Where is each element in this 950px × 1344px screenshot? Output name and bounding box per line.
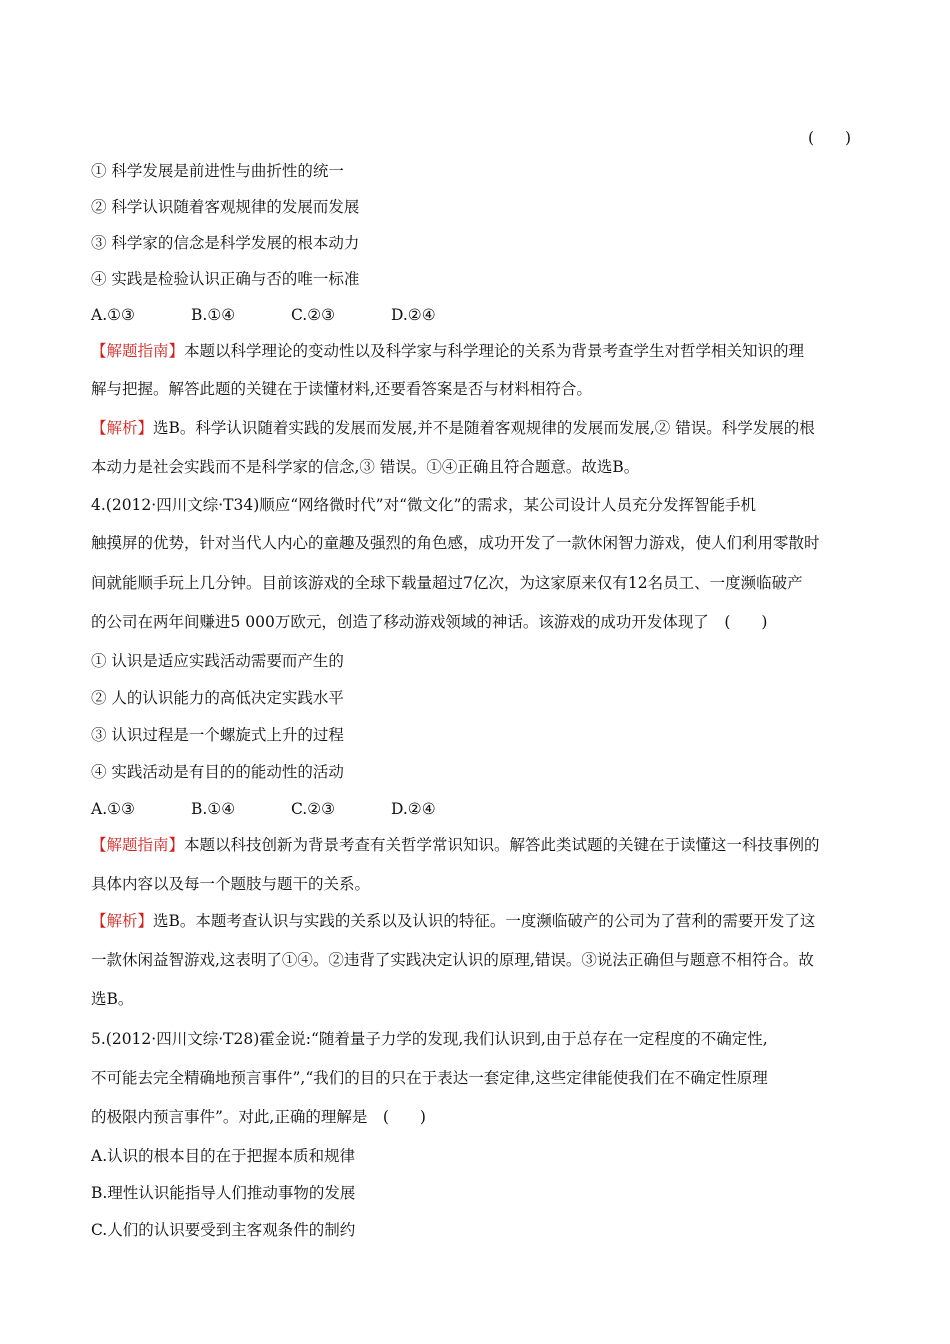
q3-option-b: B.①④ — [191, 306, 236, 324]
q5-option-b: B.理性认识能指导人们推动事物的发展 — [91, 1184, 356, 1202]
q4-options — [91, 798, 860, 820]
q4-guide-tag: 【解题指南】 — [91, 836, 185, 854]
q4-analysis-line-1 — [91, 910, 860, 932]
q5-stem-line-1: 5.(2012·四川文综·T28)霍金说:“随着量子力学的发现,我们认识到,由于总存在一定程度的不确定性, — [91, 1030, 768, 1048]
q3-answer-paren: ( ) — [808, 129, 852, 147]
q4-stem-line-4: 的公司在两年间赚进5 000万欧元，创造了移动游戏领域的神话。该游戏的成功开发体现了 ( ) — [91, 613, 768, 631]
q3-guide-line-2: 解与把握。解答此题的关键在于读懂材料,还要看答案是否与材料相符合。 — [91, 380, 592, 398]
q4-analysis-tag: 【解析】 — [91, 912, 154, 930]
q5-option-a: A.认识的根本目的在于把握本质和规律 — [91, 1147, 356, 1165]
q3-item-4: ④ 实践是检验认识正确与否的唯一标准 — [91, 270, 360, 288]
q3-analysis-line-1 — [91, 417, 860, 439]
q4-item-3: ③ 认识过程是一个螺旋式上升的过程 — [91, 726, 344, 744]
q3-item-1: ① 科学发展是前进性与曲折性的统一 — [91, 162, 344, 180]
q3-guide-text-1: 本题以科学理论的变动性以及科学家与科学理论的关系为背景考查学生对哲学相关知识的理 — [184, 342, 805, 360]
q4-guide-line-1 — [91, 834, 860, 856]
q4-item-2: ② 人的认识能力的高低决定实践水平 — [91, 689, 344, 707]
q3-option-a: A.①③ — [91, 306, 135, 324]
q3-options — [91, 304, 860, 326]
q3-item-3: ③ 科学家的信念是科学发展的根本动力 — [91, 234, 360, 252]
q4-analysis-line-2: 一款休闲益智游戏,这表明了①④。②违背了实践决定认识的原理,错误。③说法正确但与题意不相符合。故 — [91, 951, 814, 969]
q5-stem-line-2: 不可能去完全精确地预言事件”,“我们的目的只在于表达一套定律,这些定律能使我们在不确定性原理 — [91, 1069, 768, 1087]
q4-option-d: D.②④ — [391, 800, 436, 818]
q4-analysis-line-3: 选B。 — [91, 990, 134, 1008]
q4-item-1: ① 认识是适应实践活动需要而产生的 — [91, 652, 344, 670]
q3-guide-line-1 — [91, 340, 860, 362]
q3-analysis-line-2: 本动力是社会实践而不是科学家的信念,③ 错误。①④正确且符合题意。故选B。 — [91, 458, 640, 476]
q3-analysis-tag: 【解析】 — [91, 419, 154, 437]
q3-option-d: D.②④ — [391, 306, 436, 324]
q4-stem-line-2: 触摸屏的优势，针对当代人内心的童趣及强烈的角色感，成功开发了一款休闲智力游戏，使人们利用零散时 — [91, 534, 820, 552]
q4-guide-text-1: 本题以科技创新为背景考查有关哲学常识知识。解答此类试题的关键在于读懂这一科技事例的 — [184, 836, 820, 854]
q3-guide-tag: 【解题指南】 — [91, 342, 185, 360]
q3-item-2: ② 科学认识随着客观规律的发展而发展 — [91, 198, 360, 216]
q4-option-c: C.②③ — [291, 800, 336, 818]
q3-analysis-text-1: 选B。科学认识随着实践的发展而发展,并不是随着客观规律的发展而发展,② 错误。科学发展的根 — [153, 419, 815, 437]
q4-option-a: A.①③ — [91, 800, 135, 818]
q4-option-b: B.①④ — [191, 800, 236, 818]
q3-option-c: C.②③ — [291, 306, 336, 324]
q5-stem-line-3: 的极限内预言事件”。对此,正确的理解是 ( ) — [91, 1108, 426, 1126]
q5-option-c: C.人们的认识要受到主客观条件的制约 — [91, 1221, 356, 1239]
q4-guide-line-2: 具体内容以及每一个题肢与题干的关系。 — [91, 875, 371, 893]
q4-analysis-text-1: 选B。本题考查认识与实践的关系以及认识的特征。一度濒临破产的公司为了营利的需要开发了这 — [153, 912, 816, 930]
q4-stem-line-3: 间就能顺手玩上几分钟。目前该游戏的全球下载量超过7亿次，为这家原来仅有12名员工、一度濒临破产 — [91, 574, 803, 592]
q4-stem-line-1: 4.(2012·四川文综·T34)顺应“网络微时代”对“微文化”的需求，某公司设计人员充分发挥智能手机 — [91, 496, 756, 514]
q4-item-4: ④ 实践活动是有目的的能动性的活动 — [91, 763, 344, 781]
